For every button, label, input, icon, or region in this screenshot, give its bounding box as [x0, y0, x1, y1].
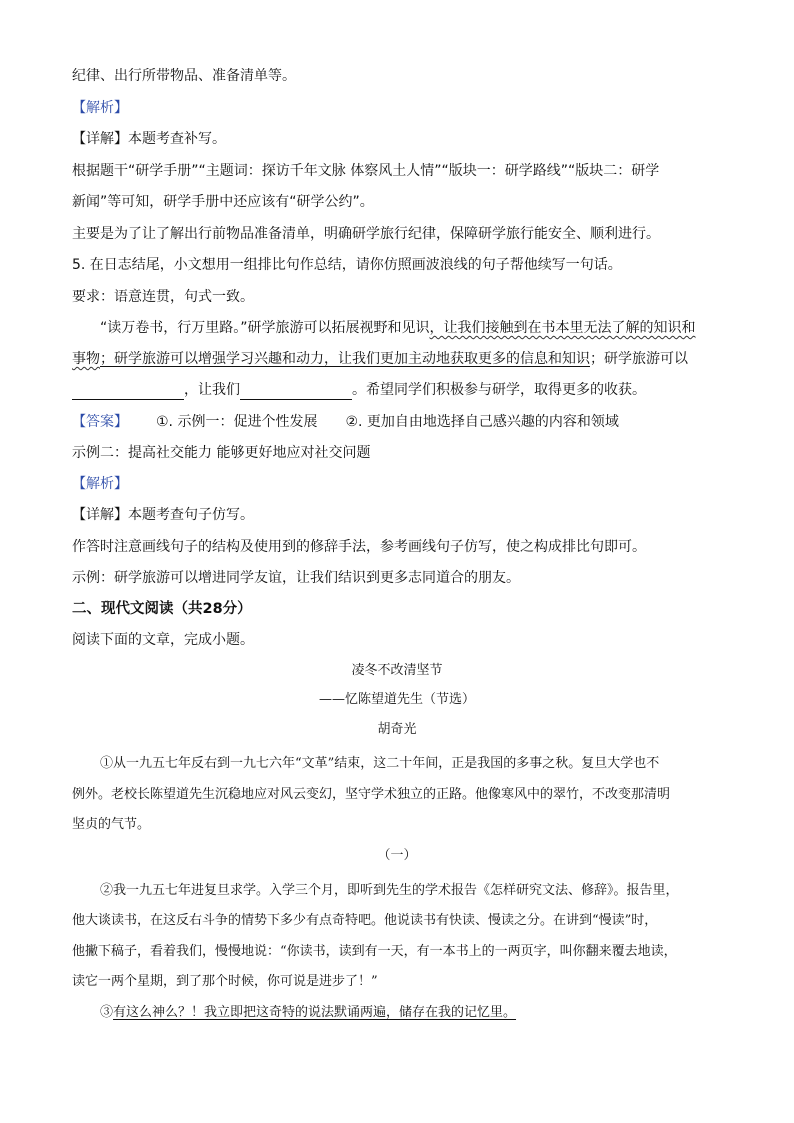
passage-text: ，让我们 — [184, 382, 240, 398]
article-p1-line-1: ①从一九五七年反右到一九七六年“文革”结束，这二十年间，正是我国的多事之秋。复旦大学也不 — [100, 756, 660, 771]
q5-requirement: 要求：语意连贯，句式一致。 — [72, 289, 254, 305]
q4-analysis-line-3: 主要是为了让了解出行前物品准备清单，明确研学旅行纪律，保障研学旅行能安全、顺利进行。 — [72, 226, 660, 242]
answer-example-2: 示例二：提高社交能力 能够更好地应对社交问题 — [72, 445, 371, 461]
wavy-underlined-sentence-end: 事物 — [72, 351, 100, 367]
article-p1-line-3: 坚贞的气节。 — [72, 817, 151, 832]
q5-passage-line-2 — [72, 349, 732, 369]
article-author: 胡奇光 — [377, 722, 417, 737]
answer-2: ②. 更加自由地选择自己感兴趣的内容和领域 — [345, 414, 619, 430]
passage-text: “读万卷书，行万里路。”研学旅游可以拓展视野和见识 — [100, 320, 430, 336]
passage-text-tail: ；研学旅游可以 — [590, 351, 688, 367]
q5-answer-line — [72, 412, 732, 432]
wavy-underlined-sentence: ，让我们接触到在书本里无法了解的知识和 — [429, 320, 696, 336]
q4-detail: 【详解】本题考查补写。 — [72, 131, 226, 147]
article-p2-line-1: ②我一九五七年进复旦求学。入学三个月，即听到先生的学术报告《怎样研究文法、修辞》。报告里， — [100, 883, 679, 898]
passage-text: 。希望同学们积极参与研学，取得更多的收获。 — [352, 382, 646, 398]
q4-analysis-line-1: 根据题干“研学手册”“主题词：探访千年文脉 体察风土人情”“版块一：研学路线”“版块二：研学 — [72, 163, 660, 179]
article-p1-line-2: 例外。老校长陈望道先生沉稳地应对风云变幻，坚守学术独立的正路。他像寒风中的翠竹，不改变那清明 — [72, 787, 671, 802]
section-2-heading: 二、现代文阅读（共28分） — [72, 601, 252, 617]
article-p3-line-1 — [100, 1003, 740, 1023]
article-p2-line-4: 读它一两个星期，到了那个时候，你可说是进步了！” — [72, 974, 378, 989]
q5-analysis-line-1: 作答时注意画线句子的结构及使用到的修辞手法，参考画线句子仿写，使之构成排比句即可。 — [72, 539, 646, 555]
answer-blank-2[interactable] — [240, 385, 352, 400]
q4-answer-tail: 纪律、出行所带物品、准备清单等。 — [72, 68, 296, 84]
answer-blank-1[interactable] — [72, 385, 184, 400]
article-subtitle: ——忆陈望道先生（节选） — [318, 692, 475, 707]
q5-question: 5. 在日志结尾，小文想用一组排比句作总结，请你仿照画波浪线的句子帮他续写一句话。 — [72, 257, 622, 273]
q5-detail: 【详解】本题考查句子仿写。 — [72, 507, 254, 523]
q4-analysis-line-2: 新闻”等可知，研学手册中还应该有“研学公约”。 — [72, 194, 374, 210]
q5-analysis-line-2: 示例：研学旅游可以增进同学友谊，让我们结识到更多志同道合的朋友。 — [72, 570, 520, 586]
underlined-sentence: 有这么神么？！我立即把这奇特的说法默诵两遍，储存在我的记忆里。 — [113, 1005, 517, 1020]
answer-tag: 【答案】 — [72, 414, 128, 430]
article-section-number: （一） — [377, 848, 417, 863]
underlined-sentence: ；研学旅游可以增强学习兴趣和动力，让我们更加主动地获取更多的信息和知识 — [100, 351, 590, 367]
section-2-instruction: 阅读下面的文章，完成小题。 — [72, 632, 254, 648]
q4-analysis-tag: 【解析】 — [72, 100, 128, 116]
article-p2-line-3: 他撇下稿子，看着我们，慢慢地说：“你读书，读到有一天，有一本书上的一两页字，叫你翻来覆去地读， — [72, 944, 677, 959]
paragraph-number: ③ — [100, 1005, 114, 1020]
q5-passage-line-3 — [72, 380, 732, 400]
q5-passage-line-1 — [100, 318, 740, 338]
answer-1: ①. 示例一：促进个性发展 — [156, 414, 318, 430]
article-title: 凌冬不改清坚节 — [351, 663, 443, 678]
q5-analysis-tag: 【解析】 — [72, 476, 128, 492]
article-p2-line-2: 他大谈读书，在这反右斗争的情势下多少有点奇特吧。他说读书有快读、慢读之分。在讲到“慢读”时， — [72, 913, 658, 928]
